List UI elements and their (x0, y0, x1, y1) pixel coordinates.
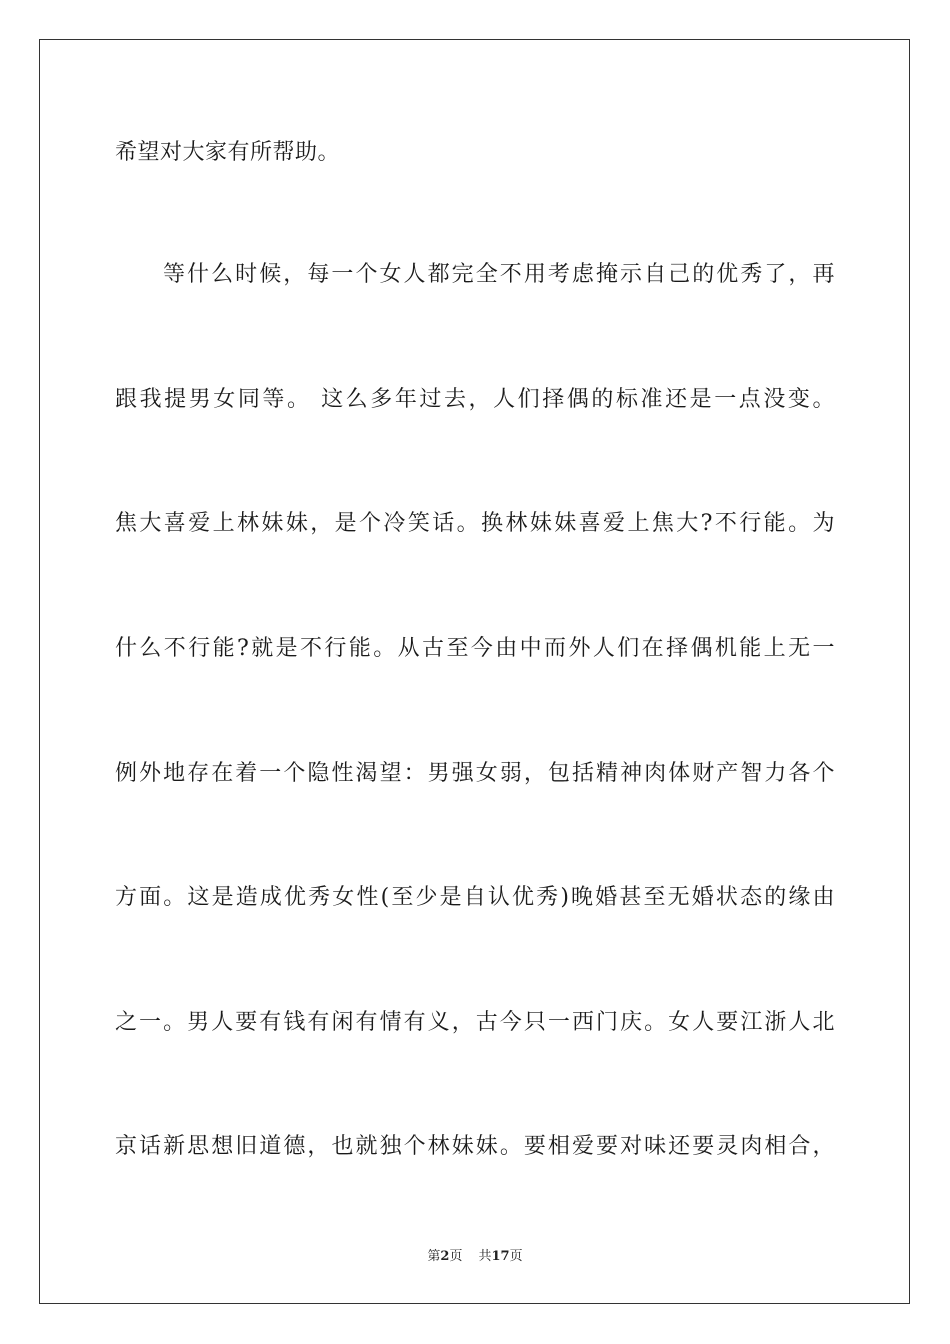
paragraph-line: 例外地存在着一个隐性渴望：男强女弱，包括精神肉体财产智力各个 (115, 761, 835, 786)
paragraph-line: 什么不行能?就是不行能。从古至今由中而外人们在择偶机能上无一 (115, 636, 835, 661)
total-suffix: 页 (509, 1249, 523, 1264)
paragraph-line: 京话新思想旧道德，也就独个林妹妹。要相爱要对味还要灵肉相合， (115, 1134, 835, 1159)
paragraph-line: 方面。这是造成优秀女性(至少是自认优秀)晚婚甚至无婚状态的缘由 (115, 885, 835, 910)
paragraph-line: 希望对大家有所帮助。 (115, 140, 341, 165)
total-pages: 17 (491, 1249, 510, 1264)
paragraph-line: 等什么时候，每一个女人都完全不用考虑掩示自己的优秀了，再 (163, 262, 835, 287)
page-number: 2 (440, 1249, 450, 1264)
page-border (39, 39, 910, 1304)
page-footer (0, 1248, 950, 1266)
paragraph-line: 焦大喜爱上林妹妹，是个冷笑话。换林妹妹喜爱上焦大?不行能。为 (115, 511, 835, 536)
paragraph-line: 之一。男人要有钱有闲有情有义，古今只一西门庆。女人要江浙人北 (115, 1010, 835, 1035)
paragraph-line: 跟我提男女同等。 这么多年过去，人们择偶的标准还是一点没变。 (115, 387, 835, 412)
page-suffix: 页 (449, 1249, 463, 1264)
page-prefix: 第 (427, 1249, 441, 1264)
total-prefix: 共 (478, 1249, 492, 1264)
